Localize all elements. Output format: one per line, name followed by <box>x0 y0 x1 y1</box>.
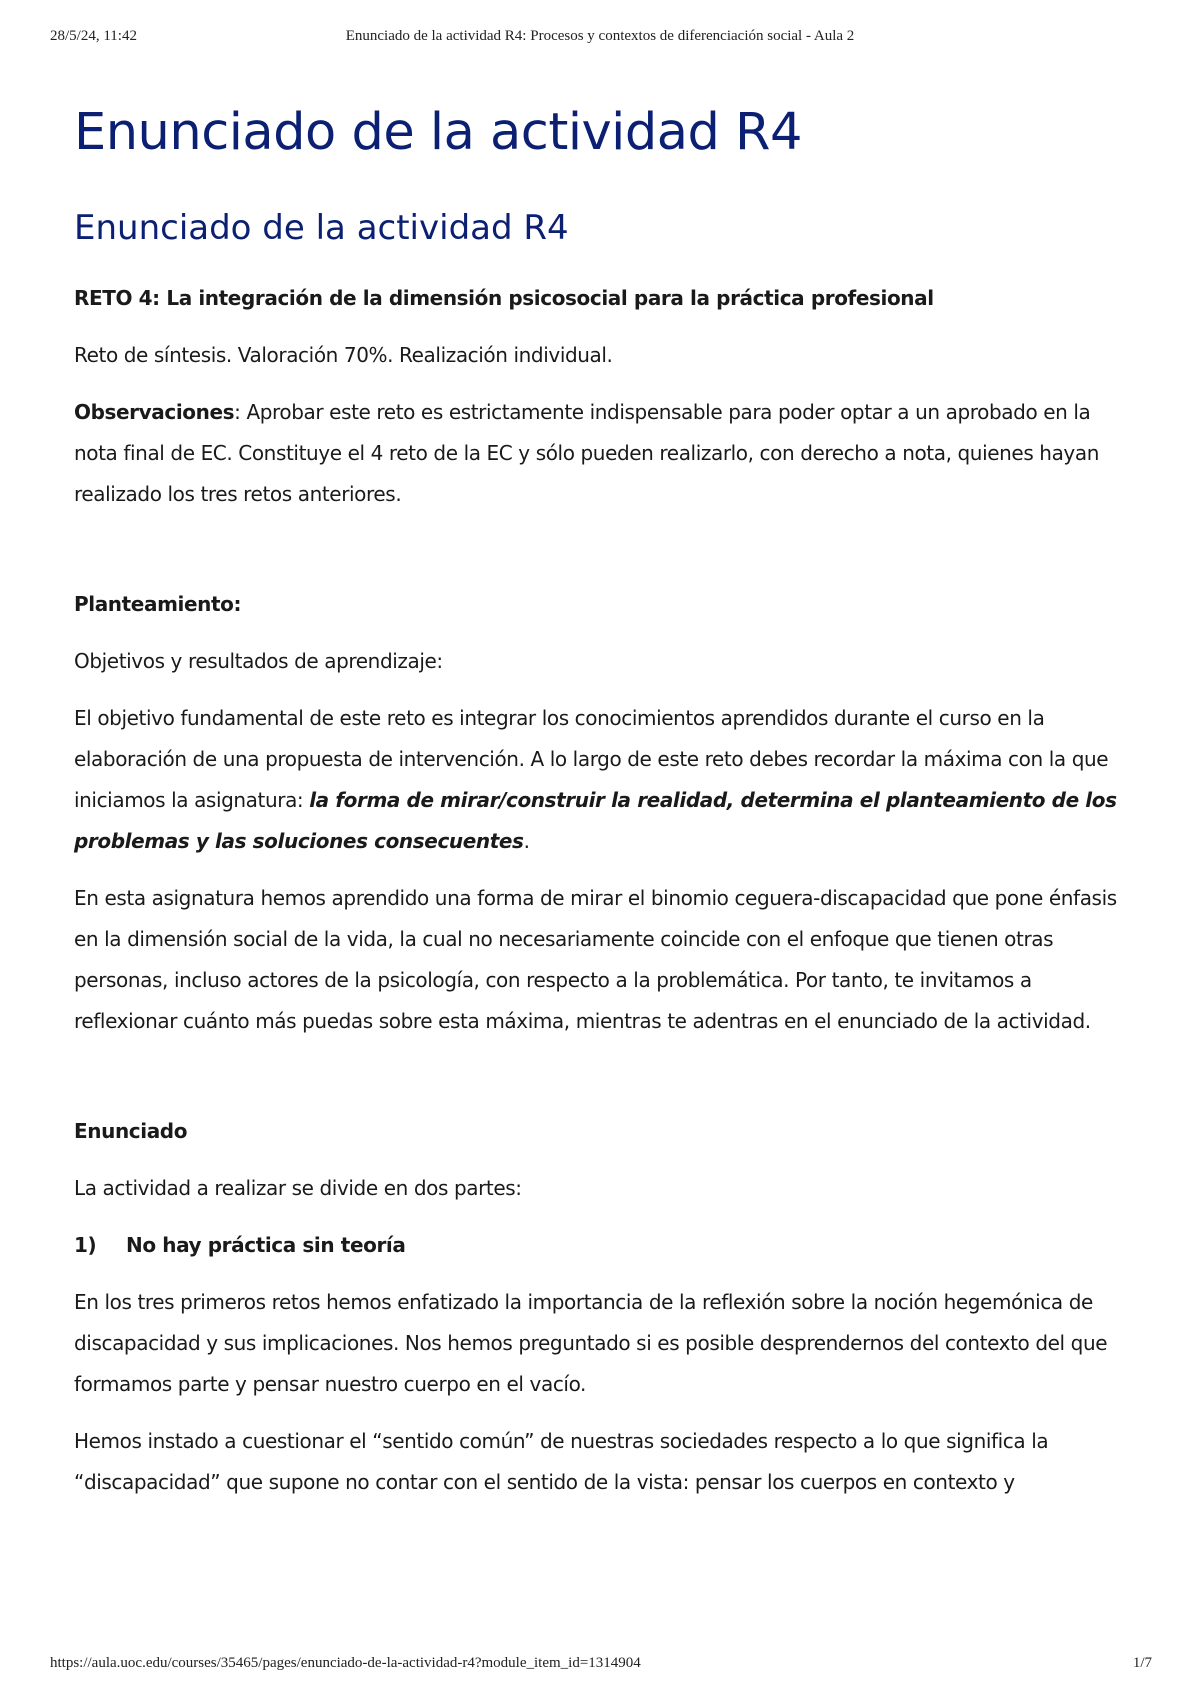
enunciado-heading: Enunciado <box>74 1119 188 1143</box>
page-subtitle: Enunciado de la actividad R4 <box>74 208 569 248</box>
reto-meta: Reto de síntesis. Valoración 70%. Realización individual. <box>74 343 613 367</box>
part1-paragraph-2: Hemos instado a cuestionar el “sentido común” de nuestras sociedades respecto a lo que significa la “discapacidad” que supone no contar con el sentido de la vista: pensar los cuerpos en contexto y <box>74 1429 1049 1494</box>
objetivo-end: . <box>523 829 530 853</box>
print-url: https://aula.uoc.edu/courses/35465/pages/enunciado-de-la-actividad-r4?module_item_id=1314904 <box>50 1655 641 1671</box>
page-title: Enunciado de la actividad R4 <box>74 103 802 162</box>
observaciones-paragraph <box>74 392 1134 515</box>
reto-heading: RETO 4: La integración de la dimensión psicosocial para la práctica profesional <box>74 286 934 310</box>
observaciones-text: : Aprobar este reto es estrictamente indispensable para poder optar a un aprobado en la nota final de EC. Constituye el 4 reto de la EC y sólo pueden realizarlo, con derecho a nota, quienes hayan realizado los tres retos anteriores. <box>74 400 1100 506</box>
enunciado-intro: La actividad a realizar se divide en dos partes: <box>74 1176 522 1200</box>
objetivos-label: Objetivos y resultados de aprendizaje: <box>74 649 443 673</box>
part1-title: No hay práctica sin teoría <box>126 1233 406 1257</box>
part1-paragraph: En los tres primeros retos hemos enfatizado la importancia de la reflexión sobre la noción hegemónica de discapacidad y sus implicaciones. Nos hemos preguntado si es posible desprendernos del contexto del que formamos parte y pensar nuestro cuerpo en el vacío. <box>74 1290 1108 1396</box>
part1-number: 1) <box>74 1233 97 1257</box>
page-content <box>74 98 1134 1503</box>
print-datetime: 28/5/24, 11:42 <box>50 28 137 44</box>
print-page-number: 1/7 <box>1132 1655 1152 1671</box>
planteamiento-heading: Planteamiento: <box>74 592 242 616</box>
asignatura-paragraph: En esta asignatura hemos aprendido una forma de mirar el binomio ceguera-discapacidad que pone énfasis en la dimensión social de la vida, la cual no necesariamente coincide con el enfoque que tienen otras personas, incluso actores de la psicología, con respecto a la problemática. Por tanto, te invitamos a reflexionar cuánto más puedas sobre esta máxima, mientras te adentras en el enunciado de la actividad. <box>74 886 1117 1033</box>
print-doc-title: Enunciado de la actividad R4: Procesos y contextos de diferenciación social - Aula 2 <box>345 28 855 44</box>
objetivo-text: El objetivo fundamental de este reto es integrar los conocimientos aprendidos durante el curso en la elaboración de una propuesta de intervención. A lo largo de este reto debes recordar la máxima con la que iniciamos la asignatura: <box>74 706 1109 812</box>
objetivo-paragraph <box>74 698 1134 862</box>
objetivo-emphasis: la forma de mirar/construir la realidad, determina el planteamiento de los problemas y las soluciones consecuentes <box>74 788 1117 853</box>
observaciones-label: Observaciones <box>74 400 235 424</box>
part1-heading <box>74 1225 1134 1266</box>
